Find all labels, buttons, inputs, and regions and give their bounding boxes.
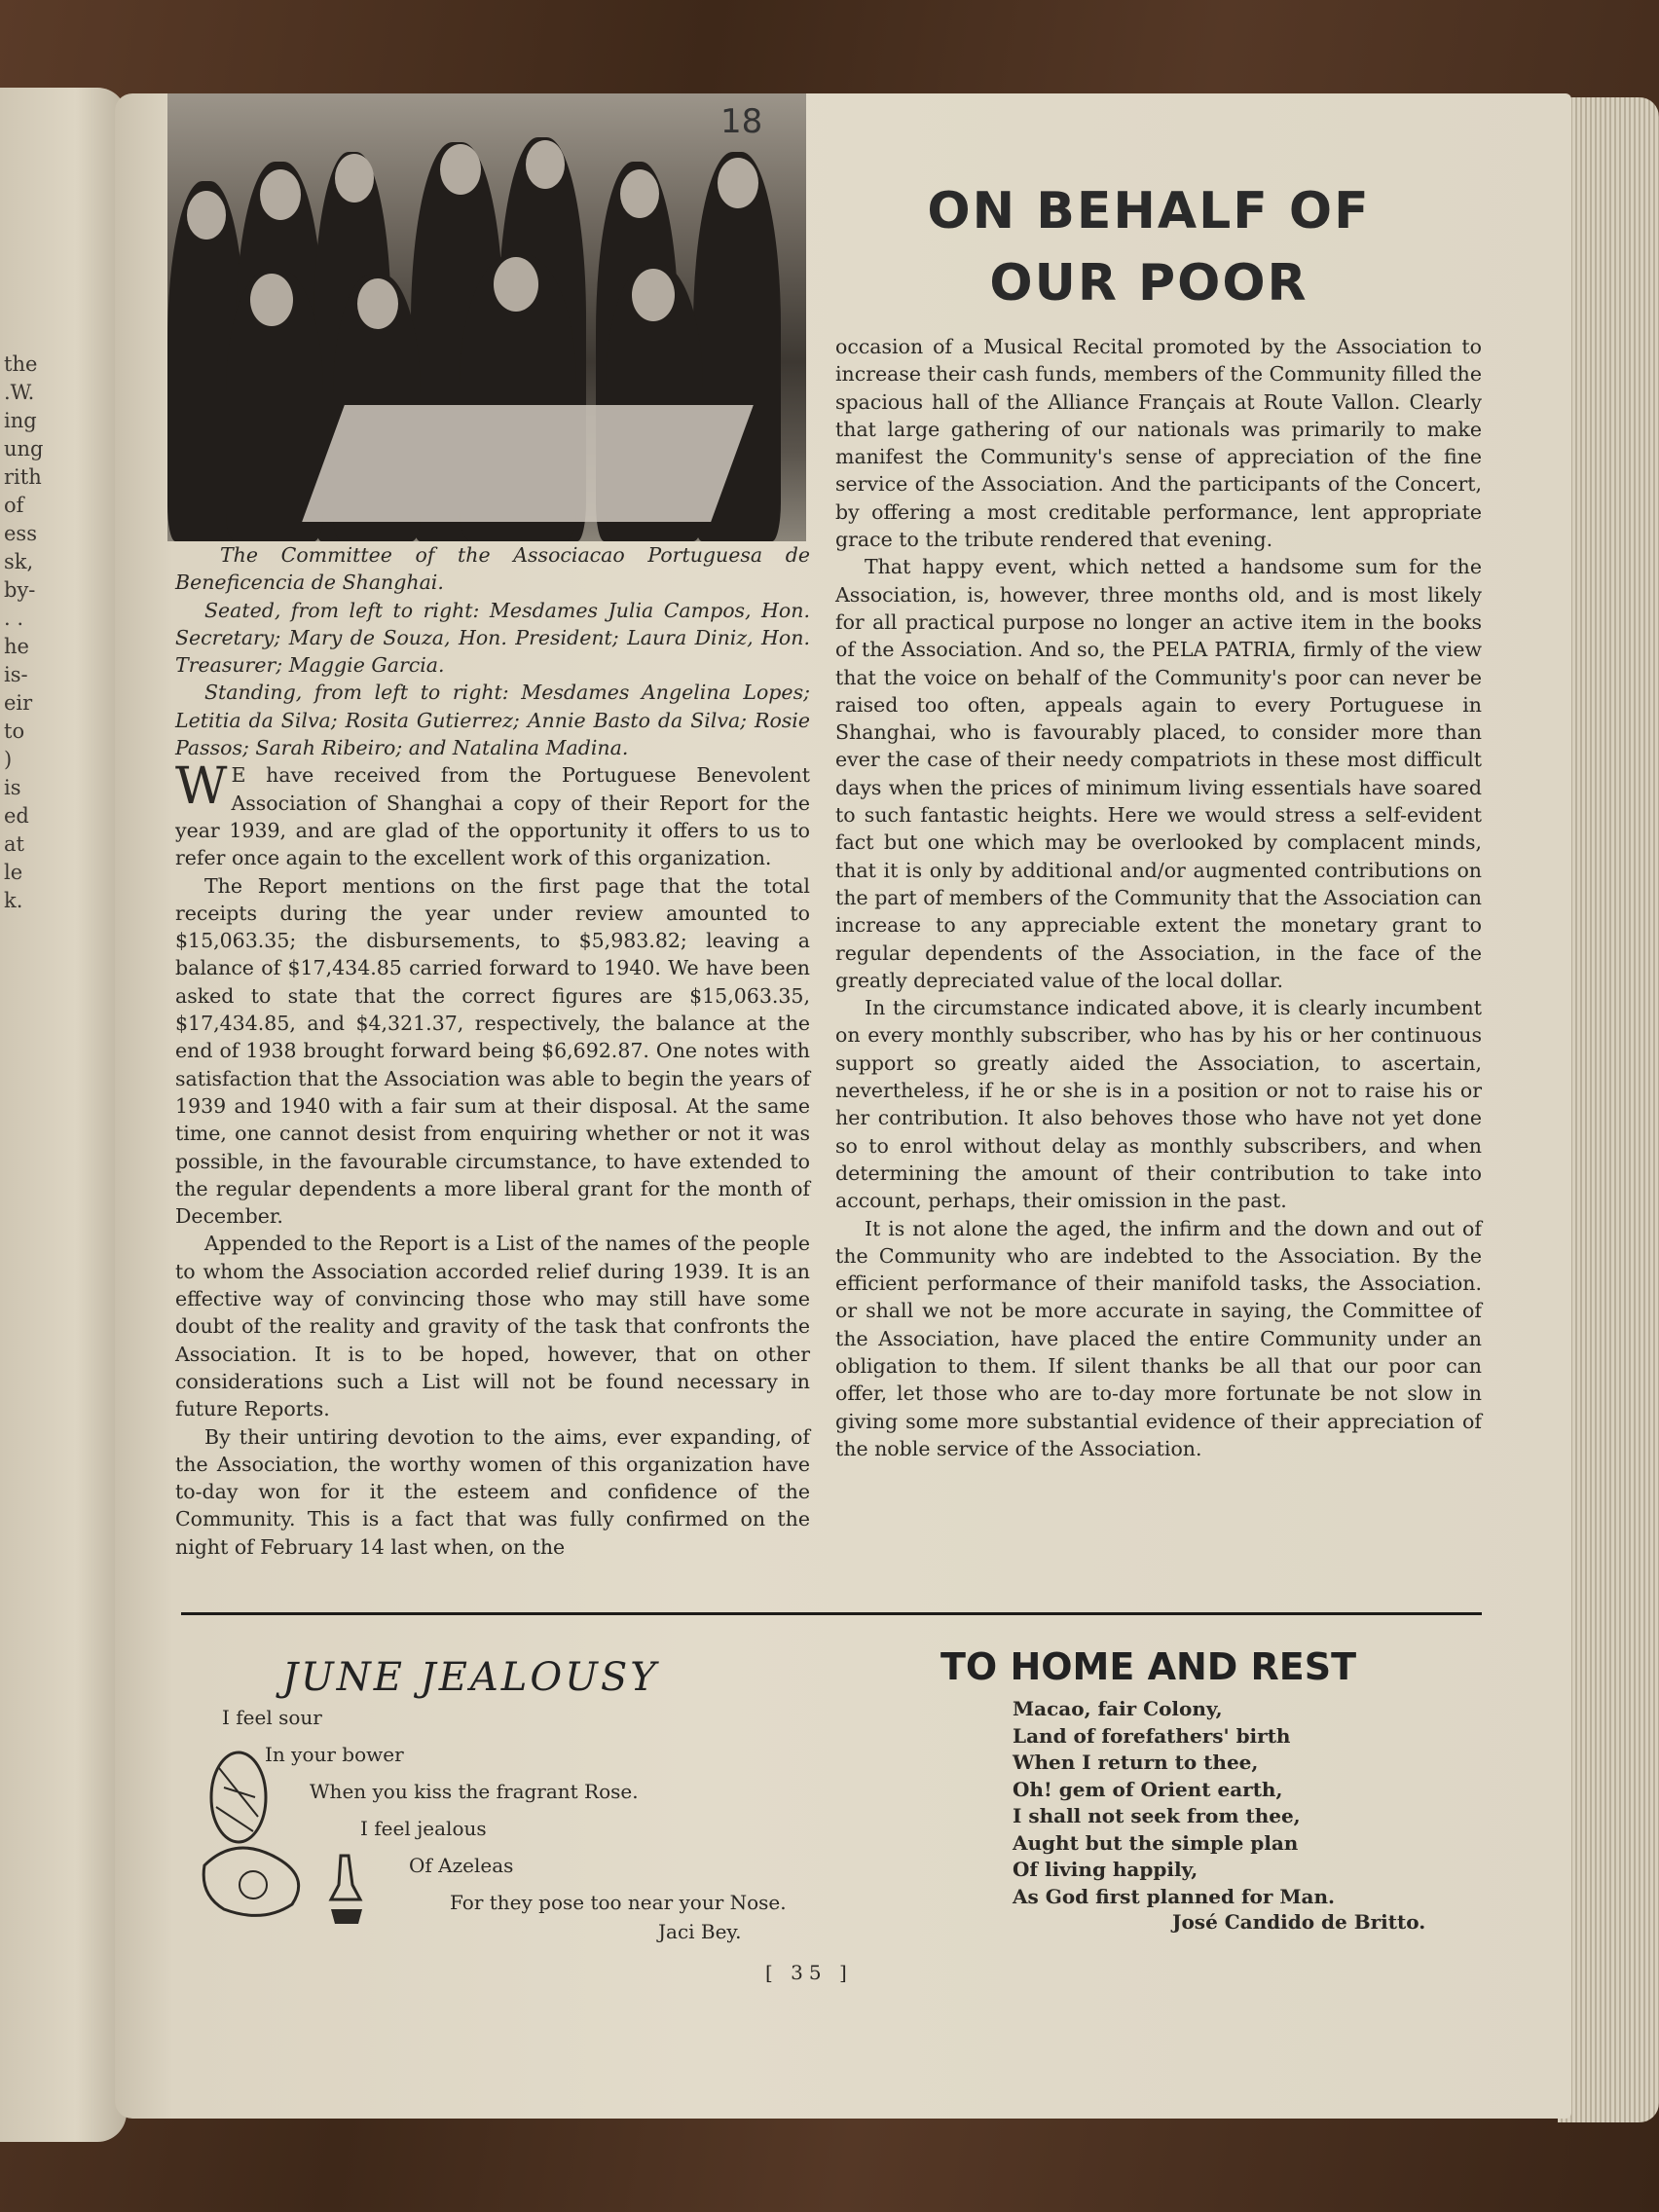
left-page-fragment: sk, [4, 550, 34, 573]
right-paragraph-4: It is not alone the aged, the infirm and the down and out of the Community who are indebted to the Association. By the efficient performance of their manifold tasks, the Association. or shall we not be more accurate in saying, the Committee of the Association, have placed the entire Community under an obligation to them. If silent thanks be all that our poor can offer, let those who are to-day more fortunate be not slow in giving some more substantial evidence of their appreciation of the noble service of the Association. [835, 1216, 1482, 1460]
left-paragraph-3: Appended to the Report is a List of the names of the people to whom the Association accorded relief during 1939. It is an effective way of convincing those who may still have some doubt of the reality and gravity of the task that confronts the Association. It is to be hoped, however, that on other considerations such a List will not be found necessary in future Reports. [175, 1232, 810, 1421]
poem2-lines [1013, 1696, 1335, 1910]
left-page-fragment: .W. [4, 381, 35, 404]
left-paragraph-1-text: E have received from the Portuguese Benevolent Association of Shanghai a copy of their Report for the year 1939, and are glad of the opportunity it offers to us to refer once again to the excellent work of this organization. [175, 763, 810, 870]
caption-title: The Committee of the Associacao Portuguesa de Beneficencia de Shanghai. [175, 543, 810, 595]
photo-caption [175, 541, 810, 761]
page-stack [1558, 97, 1659, 2122]
left-page-fragment: at [4, 832, 24, 856]
left-page-fragment: ung [4, 437, 44, 461]
left-paragraph-1 [175, 757, 810, 871]
left-page-fragment: is [4, 776, 21, 799]
left-paragraph-4: By their untiring devotion to the aims, ever expanding, of the Association, the worthy women of this organization have to-day won for it the esteem and confidence of the Community. This is a fact that was fully confirmed on the night of February 14 last when, on the [175, 1424, 810, 1559]
right-column [835, 333, 1482, 1462]
section-divider [181, 1612, 1482, 1615]
poem1-line-1: I feel sour [222, 1706, 322, 1729]
left-paragraph-2: The Report mentions on the first page that the total receipts during the year under review amounted to $15,063.35; the disbursements, to $5,983.82; leaving a balance of $17,434.85 carried forward to 1940. We have been asked to state that the correct figures are $15,063.35, $17,434.85, and $4,321.37, respectively, the balance at the end of 1938 brought forward being $6,692.87. One notes with satisfaction that the Association was able to begin the years of 1939 and 1940 with a fair sum at their disposal. At the same time, one cannot desist from enquiring whether or not it was possible, in the favourable circumstance, to have extended to the regular dependents a more liberal grant for the month of December. [175, 873, 810, 1229]
left-page-fragment: le [4, 861, 23, 884]
left-page-fragment: ) [4, 748, 13, 771]
left-page-fragment: ess [4, 522, 37, 545]
poem1-line-6: For they pose too near your Nose. [450, 1891, 787, 1914]
title-line-2: OUR POOR [989, 254, 1309, 313]
caption-seated: Seated, from left to right: Mesdames Julia Campos, Hon. Secretary; Mary de Souza, Hon. President; Laura Diniz, Hon. Treasurer; Maggie Garcia. [175, 598, 810, 678]
left-facing-page [0, 88, 127, 2142]
poem2-line-8: As God first planned for Man. [1013, 1884, 1335, 1908]
left-page-fragment: . . [4, 607, 24, 630]
page-number: [ 35 ] [765, 1961, 853, 1984]
poem1-line-4: I feel jealous [360, 1817, 487, 1840]
drop-cap: W [175, 757, 228, 817]
poem2-line-1: Macao, fair Colony, [1013, 1697, 1223, 1720]
left-page-fragment: eir [4, 691, 33, 715]
poem1-line-2: In your bower [265, 1743, 404, 1766]
left-page-fragment: of [4, 494, 24, 517]
committee-photo [167, 93, 806, 541]
left-column [175, 541, 810, 1561]
photo-number-label: 18 [720, 102, 763, 141]
poem2-line-2: Land of forefathers' birth [1013, 1723, 1291, 1748]
left-page-fragment: by- [4, 578, 36, 602]
right-paragraph-2: That happy event, which netted a handsome sum for the Association, is, however, three months old, and is most likely for all practical purpose no longer an active item in the books of the Association. And so, the PELA PATRIA, firmly of the view that the voice on behalf of the Community's poor can never be raised too often, appeals again to every Portuguese in Shanghai, who is favourably placed, to consider more than ever the case of their needy compatriots in these most difficult days when the prices of minimum living essentials have soared to such fantastic heights. Here we would stress a self-evident fact but one which may be overlooked by complacent minds, that it is only by additional and/or augmented contributions on the part of members of the Community that the Association can increase to any appreciable extent the monetary grant to regular dependents of the Association, in the face of the greatly depreciated value of the local dollar. [835, 555, 1482, 992]
left-page-fragment: the [4, 352, 38, 376]
right-paragraph-3: In the circumstance indicated above, it is clearly incumbent on every monthly subscriber, who has by his or her continuous support so greatly aided the Association, to ascertain, nevertheless, if he or she is in a position or not to raise his or her contribution. It also behoves those who have not yet done so to enrol without delay as monthly subscribers, and when determining the amount of their contribution to take into account, perhaps, their omission in the past. [835, 996, 1482, 1213]
caption-standing: Standing, from left to right: Mesdames Angelina Lopes; Letitia da Silva; Rosita Gutierrez; Annie Basto da Silva; Rosie Passos; Sarah Ribeiro; and Natalina Madina. [175, 681, 810, 760]
left-page-fragment: k. [4, 889, 23, 912]
left-page-fragment: he [4, 635, 29, 658]
left-page-fragment: ing [4, 409, 37, 432]
poem1-author: Jaci Bey. [658, 1920, 742, 1943]
poem2-line-3: When I return to thee, [1013, 1751, 1259, 1774]
pharaoh-figure-illustration [195, 1739, 370, 1937]
right-paragraph-1: occasion of a Musical Recital promoted by the Association to increase their cash funds, members of the Community filled the spacious hall of the Alliance Français at Route Vallon. Clearly that large gathering of our nationals was primarily to make manifest the Community's sense of appreciation of the fine service of the Association. And the participants of the Concert, by offering a most creditable performance, lent appropriate grace to the tribute rendered that evening. [835, 335, 1482, 552]
poem-to-home-and-rest-title: TO HOME AND REST [940, 1645, 1357, 1688]
article-title [876, 175, 1421, 319]
poem2-author: José Candido de Britto. [1172, 1910, 1426, 1934]
left-page-fragment: to [4, 719, 25, 743]
poem2-line-7: Of living happily, [1013, 1858, 1198, 1881]
poem-june-jealousy-title: JUNE JEALOUSY [282, 1655, 659, 1700]
poem2-line-4: Oh! gem of Orient earth, [1013, 1777, 1283, 1801]
left-page-fragment: ed [4, 804, 29, 828]
left-page-fragment: rith [4, 465, 42, 489]
title-line-1: ON BEHALF OF [927, 182, 1371, 240]
left-page-fragment: is- [4, 663, 28, 686]
poem2-line-5: I shall not seek from thee, [1013, 1804, 1301, 1827]
poem2-line-6: Aught but the simple plan [1013, 1830, 1299, 1855]
poem1-line-3: When you kiss the fragrant Rose. [310, 1780, 639, 1803]
poem1-line-5: Of Azeleas [409, 1854, 514, 1877]
